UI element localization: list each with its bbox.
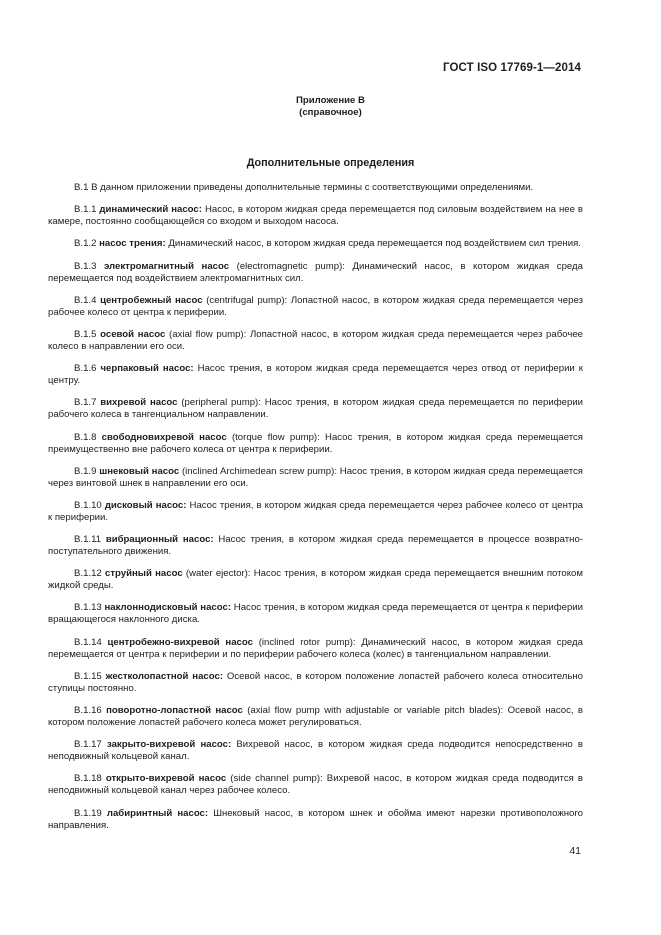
clause-number: В.1.4 <box>74 294 97 306</box>
definition-paragraph <box>48 534 583 558</box>
clause-number: В.1.2 <box>74 238 97 250</box>
definition-text: Насос трения, в котором жидкая среда перемещается через отвод от периферии к центру. <box>48 363 584 387</box>
definition-paragraph <box>48 432 583 456</box>
term: наклоннодисковый насос: <box>104 602 232 614</box>
clause-number: В.1.5 <box>74 328 97 340</box>
definition-paragraph <box>48 329 583 353</box>
clause-number: В.1.14 <box>74 636 102 648</box>
standard-designation: ГОСТ ISO 17769-1—2014 <box>443 62 581 74</box>
definition-paragraph <box>48 204 583 228</box>
clause-number: В.1.9 <box>74 465 97 477</box>
term: свободновихревой насос <box>101 431 227 443</box>
term: насос трения: <box>99 238 166 250</box>
term: вибрационный насос: <box>105 534 214 546</box>
definition-text: Насос, в котором жидкая среда перемещается под силовым воздействием на нее в камере, постоянно сообщающейся со входом и выходом насоса. <box>48 204 583 228</box>
term: лабиринтный насос: <box>106 807 209 819</box>
clause-number: В.1.6 <box>74 363 97 375</box>
definition-text: Динамический насос, в котором жидкая среда перемещается под воздействием сил трения. <box>165 238 581 250</box>
definition-text: Шнековый насос, в котором шнек и обойма имеют нарезки противоположного направления. <box>48 807 584 831</box>
annex-subtitle: (справочное) <box>299 107 362 118</box>
definition-paragraph <box>48 808 583 832</box>
clause-number: В.1.1 <box>74 204 97 216</box>
clause-number: В.1.17 <box>74 739 102 751</box>
clause-number: В.1.7 <box>74 397 97 409</box>
clause-number: В.1.11 <box>74 534 102 546</box>
definition-paragraph <box>48 739 583 763</box>
clause-number: В.1.10 <box>74 499 102 511</box>
definition-text: (axial flow pump): Лопастной насос, в котором жидкая среда перемещается через рабочее колесо в направлении его оси. <box>48 328 584 352</box>
definition-text: (centrifugal pump): Лопастной насос, в котором жидкая среда перемещается через рабочее колесо от центра к периферии. <box>48 294 583 318</box>
term: черпаковый насос: <box>100 363 194 375</box>
page-number: 41 <box>569 845 581 857</box>
definition-text: (torque flow pump): Насос трения, в котором жидкая среда перемещается преимущественно вне рабочего колеса от центра к периферии. <box>48 431 583 455</box>
section-title: Дополнительные определения <box>246 157 415 169</box>
definition-text: (side channel pump): Вихревой насос, в котором жидкая среда подводится в неподвижный кольцевой канал через рабочее колесо. <box>48 773 584 797</box>
definition-text: Насос трения, в котором жидкая среда перемещается от центра к периферии вращающегося наклонного диска. <box>48 602 583 626</box>
term: центробежно-вихревой насос <box>107 636 253 648</box>
clause-number: В.1.19 <box>74 807 102 819</box>
definition-paragraph <box>48 466 583 490</box>
clause-number: В.1.8 <box>74 431 97 443</box>
definition-paragraph <box>48 261 583 285</box>
definition-text: (axial flow pump with adjustable or variable pitch blades): Осевой насос, в котором положение лопастей рабочего колеса может регулироваться. <box>48 705 584 728</box>
definition-text: (inclined Archimedean screw pump): Насос трения, в котором жидкая среда перемещается через винтовой шнек в направлении его оси. <box>48 465 583 489</box>
definition-text: (water ejector): Насос трения, в котором жидкая среда перемещается внешним потоком жидкой среды. <box>48 568 583 592</box>
definition-text: (electromagnetic pump): Динамический насос, в котором жидкая среда перемещается под воздействием электромагнитных сил. <box>48 260 583 284</box>
clause-number: В.1.16 <box>74 705 102 716</box>
clause-number: В.1.13 <box>74 602 102 614</box>
term: динамический насос: <box>99 204 202 216</box>
definition-text: (inclined rotor pump): Динамический насос, в котором жидкая среда перемещается от центра к периферии и по периферии рабочего колеса (колес) в тангенциальном направлении. <box>48 636 583 660</box>
annex-title: Приложение В <box>296 95 365 106</box>
definition-text: Вихревой насос, в котором жидкая среда подводится непосредственно в неподвижный кольцевой канал. <box>48 739 583 763</box>
clause-number: В.1.3 <box>74 260 97 272</box>
term: закрыто-вихревой насос: <box>106 739 232 751</box>
definition-paragraph <box>48 773 583 797</box>
intro-paragraph <box>48 182 583 194</box>
term: струйный насос <box>105 568 183 580</box>
definition-paragraph <box>48 568 583 592</box>
definition-paragraph <box>48 295 583 319</box>
definition-paragraph <box>48 602 583 626</box>
term: шнековый насос <box>99 465 180 477</box>
definition-paragraph <box>48 500 583 524</box>
term: центробежный насос <box>100 294 203 306</box>
definition-paragraph <box>48 363 583 387</box>
definitions-list <box>48 182 583 842</box>
term: дисковый насос: <box>104 499 187 511</box>
term: вихревой насос <box>100 397 178 409</box>
clause-text: В данном приложении приведены дополнительные термины с соответствующими определениями. <box>88 182 534 193</box>
definition-paragraph <box>48 637 583 661</box>
definition-paragraph <box>48 705 583 729</box>
definition-paragraph <box>48 671 583 695</box>
definition-text: Насос трения, в котором жидкая среда перемещается в процессе возвратно-поступательного движения. <box>48 534 583 558</box>
term: электромагнитный насос <box>103 260 230 272</box>
clause-number: В.1.15 <box>74 670 102 682</box>
term: осевой насос <box>100 328 166 340</box>
term: жестколопастной насос: <box>105 670 224 682</box>
definition-paragraph <box>48 238 583 250</box>
clause-number: В.1 <box>74 182 89 193</box>
definition-text: (peripheral pump): Насос трения, в котором жидкая среда перемещается по периферии рабочего колеса в тангенциальном направлении. <box>48 397 583 421</box>
definition-text: Насос трения, в котором жидкая среда перемещается через рабочее колесо от центра к периферии. <box>48 499 583 523</box>
clause-number: В.1.12 <box>74 568 102 580</box>
definition-text: Осевой насос, в котором положение лопастей рабочего колеса относительно ступицы постоянно. <box>48 670 584 694</box>
term: открыто-вихревой насос <box>105 773 227 785</box>
definition-paragraph <box>48 397 583 421</box>
clause-number: В.1.18 <box>74 773 102 785</box>
term: поворотно-лопастной насос <box>106 705 243 716</box>
